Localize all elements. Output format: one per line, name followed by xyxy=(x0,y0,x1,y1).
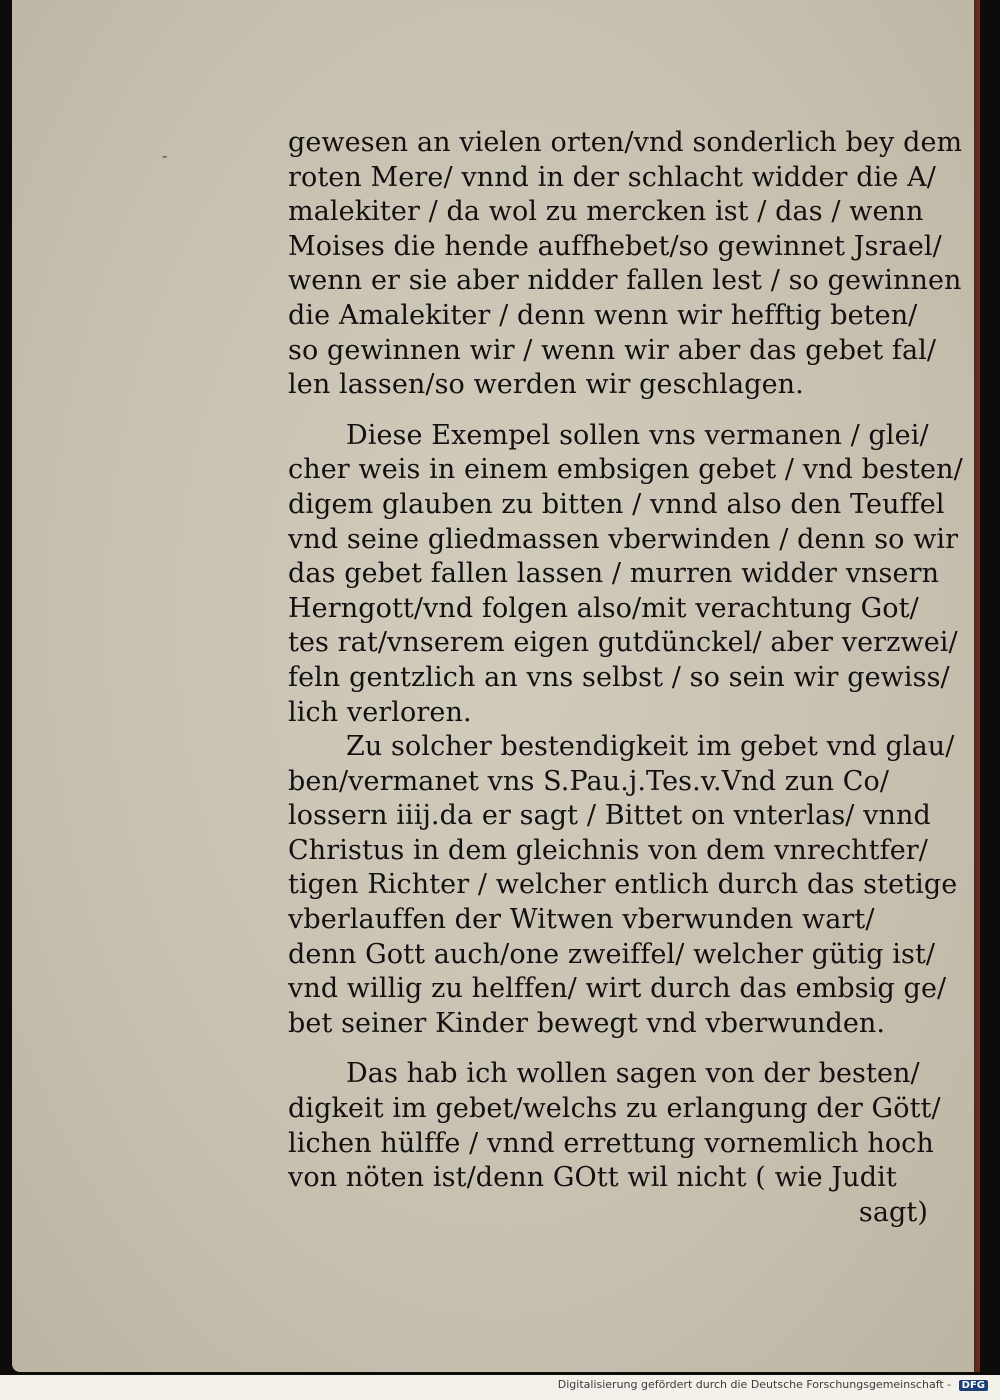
text-line: digkeit im gebet/welchs zu erlangung der Gött/ xyxy=(288,1093,941,1125)
text-line: Das hab ich wollen sagen von der besten/ xyxy=(346,1058,920,1090)
dfg-logo-icon: DFG xyxy=(959,1380,988,1391)
dfg-credit xyxy=(558,1378,988,1391)
text-line: vnd seine gliedmassen vberwinden / denn so wir xyxy=(288,523,959,555)
page-text xyxy=(288,126,963,1230)
text-line: lichen hülffe / vnnd errettung vornemlich hoch xyxy=(288,1127,934,1159)
text-line: von nöten ist/denn GOtt wil nicht ( wie Judit xyxy=(288,1162,897,1194)
text-line: lossern iiij.da er sagt / Bittet on vnterlas/ vnnd xyxy=(288,800,931,832)
paragraph-gap xyxy=(288,403,938,419)
text-line: lich verloren. xyxy=(288,696,472,728)
text-line: cher weis in einem embsigen gebet / vnd besten/ xyxy=(288,454,963,486)
text-line: bet seiner Kinder bewegt vnd vberwunden. xyxy=(288,1007,886,1039)
text-line: tigen Richter / welcher entlich durch das stetige xyxy=(288,869,958,901)
text-line: tes rat/vnserem eigen gutdünckel/ aber verzwei/ xyxy=(288,627,958,659)
text-line: Herngott/vnd folgen also/mit verachtung Got/ xyxy=(288,592,919,624)
text-line: das gebet fallen lassen / murren widder vnsern xyxy=(288,558,940,590)
text-line: die Amalekiter / denn wenn wir hefftig beten/ xyxy=(288,299,918,331)
text-line: feln gentzlich an vns selbst / so sein wir gewiss/ xyxy=(288,661,950,693)
text-line: wenn er sie aber nidder fallen lest / so gewinnen xyxy=(288,265,962,297)
text-line: Diese Exempel sollen vns vermanen / glei/ xyxy=(346,419,929,451)
text-line: Christus in dem gleichnis von dem vnrechtfer/ xyxy=(288,834,928,866)
text-line: vberlauffen der Witwen vberwunden wart/ xyxy=(288,904,875,936)
margin-mark: - xyxy=(162,146,168,165)
page-edge xyxy=(974,0,980,1372)
catchword: sagt) xyxy=(858,1196,928,1228)
text-line: len lassen/so werden wir geschlagen. xyxy=(288,369,804,401)
text-line: roten Mere/ vnnd in der schlacht widder die A/ xyxy=(288,161,936,193)
text-line: ben/vermanet vns S.Pau.j.Tes.v.Vnd zun Co/ xyxy=(288,765,890,797)
text-line: gewesen an vielen orten/vnd sonderlich bey dem xyxy=(288,127,963,158)
text-line: so gewinnen wir / wenn wir aber das gebet fal/ xyxy=(288,334,937,366)
credit-text: Digitalisierung gefördert durch die Deutsche Forschungsgemeinschaft - xyxy=(557,1378,952,1391)
text-line: digem glauben zu bitten / vnnd also den Teuffel xyxy=(288,488,945,520)
text-line: denn Gott auch/one zweiffel/ welcher gütig ist/ xyxy=(288,938,936,970)
footer-bar xyxy=(0,1375,1000,1400)
paragraph-gap xyxy=(288,1041,938,1057)
text-line: Zu solcher bestendigkeit im gebet vnd glau/ xyxy=(346,731,955,763)
text-line: malekiter / da wol zu mercken ist / das / wenn xyxy=(288,196,924,228)
text-line: Moises die hende auffhebet/so gewinnet Jsrael/ xyxy=(288,230,942,262)
text-line: vnd willig zu helffen/ wirt durch das embsig ge/ xyxy=(288,973,947,1005)
